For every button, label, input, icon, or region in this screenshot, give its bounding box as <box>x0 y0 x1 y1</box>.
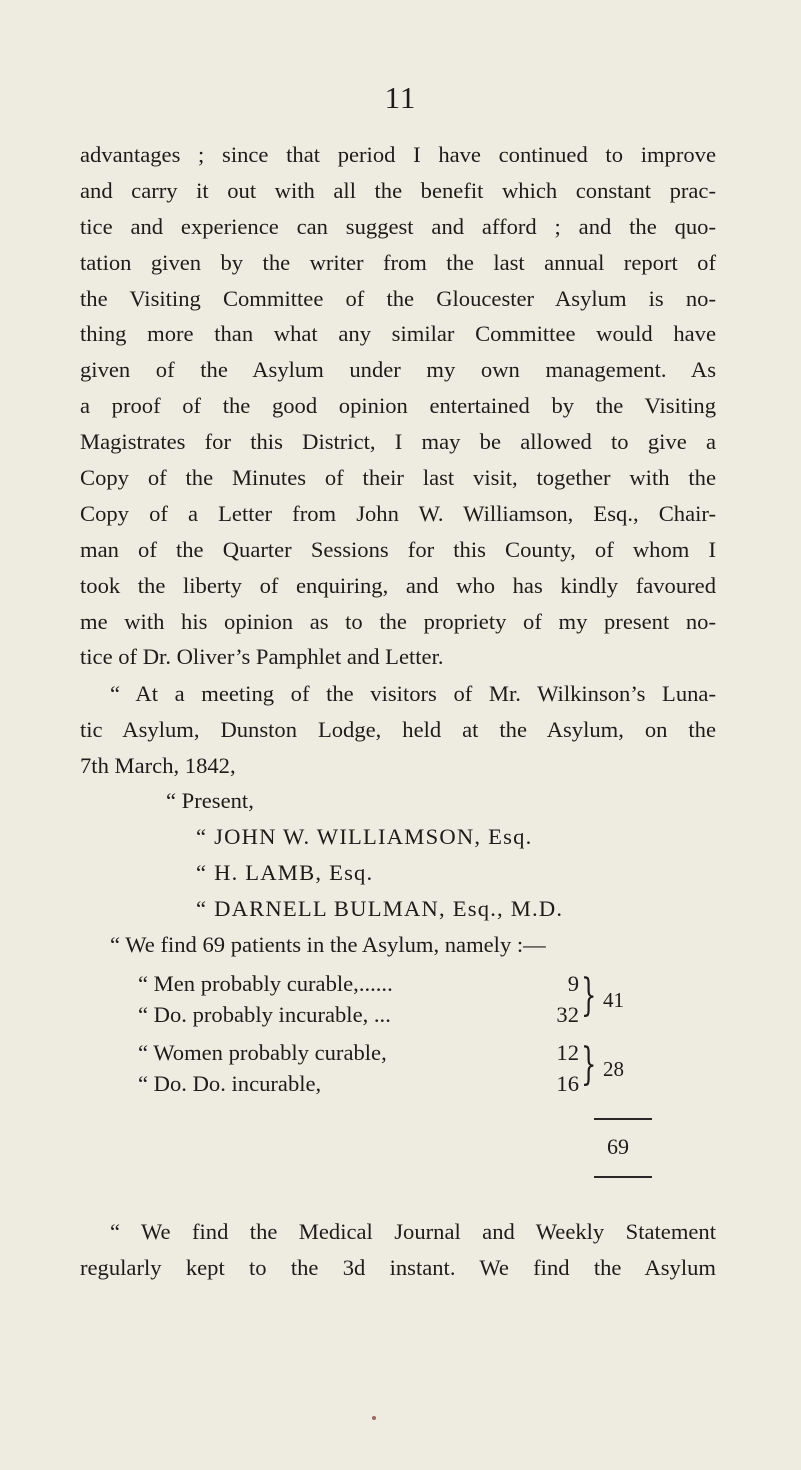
patient-row-value: 9 <box>567 971 579 996</box>
patient-row-value: 12 <box>556 1040 579 1065</box>
text-line: a proof of the good opinion entertained by the Visiting <box>80 393 716 419</box>
text-line: Copy of the Minutes of their last visit, together with the <box>80 465 716 491</box>
text-line: Magistrates for this District, I may be allowed to give a <box>80 429 716 455</box>
text-line: me with his opinion as to the propriety of my present no- <box>80 608 716 634</box>
patients-total: 69 <box>607 1134 629 1159</box>
text-line: man of the Quarter Sessions for this County, of whom I <box>80 536 716 562</box>
patient-row-value: 32 <box>556 1002 579 1027</box>
patient-row-label: “ Do. probably incurable, ... <box>138 1002 391 1027</box>
text-line: given of the Asylum under my own management. As <box>80 357 716 383</box>
paragraph-opening <box>80 137 716 675</box>
text-line: and carry it out with all the benefit which constant prac- <box>80 177 716 203</box>
text-line: took the liberty of enquiring, and who has kindly favoured <box>80 572 716 598</box>
patients-intro: “ We find 69 patients in the Asylum, namely :— <box>110 932 546 957</box>
text-line: Copy of a Letter from John W. Williamson, Esq., Chair- <box>80 500 716 526</box>
text-line: tic Asylum, Dunston Lodge, held at the Asylum, on the <box>80 716 716 742</box>
sum-rule-bottom <box>594 1176 652 1178</box>
sum-rule-top <box>594 1118 652 1120</box>
paper-speck <box>372 1416 376 1420</box>
patient-row-label: “ Women probably curable, <box>138 1040 387 1065</box>
text-line: 7th March, 1842, <box>80 752 236 778</box>
paragraph-journal <box>80 1214 716 1286</box>
text-line: tice of Dr. Oliver’s Pamphlet and Letter. <box>80 644 444 670</box>
page-number: 11 <box>384 80 417 115</box>
text-line: the Visiting Committee of the Gloucester Asylum is no- <box>80 285 716 311</box>
attendee-name: “ H. LAMB, Esq. <box>196 860 374 885</box>
text-line: “ At a meeting of the visitors of Mr. Wilkinson’s Luna- <box>110 681 716 706</box>
text-line: tice and experience can suggest and afford ; and the quo- <box>80 213 716 239</box>
subtotal-women: 28 <box>603 1057 624 1081</box>
patient-row-label: “ Do. Do. incurable, <box>138 1071 322 1096</box>
text-line: thing more than what any similar Committee would have <box>80 321 716 347</box>
attendee-name: “ JOHN W. WILLIAMSON, Esq. <box>196 824 533 849</box>
subtotal-men: 41 <box>603 988 624 1012</box>
attendee-name: “ DARNELL BULMAN, Esq., M.D. <box>196 896 564 921</box>
text-line: “ We find the Medical Journal and Weekly Statement <box>110 1219 716 1244</box>
patient-row-label: “ Men probably curable,...... <box>138 971 393 996</box>
present-heading: “ Present, <box>166 788 254 813</box>
text-line: advantages ; since that period I have continued to improve <box>80 142 716 167</box>
text-line: regularly kept to the 3d instant. We find the Asylum <box>80 1254 716 1280</box>
paragraph-meeting <box>80 676 716 784</box>
text-line: tation given by the writer from the last annual report of <box>80 249 716 275</box>
patient-row-value: 16 <box>556 1071 579 1096</box>
brace-men: } <box>581 970 597 1021</box>
brace-women: } <box>581 1039 597 1090</box>
